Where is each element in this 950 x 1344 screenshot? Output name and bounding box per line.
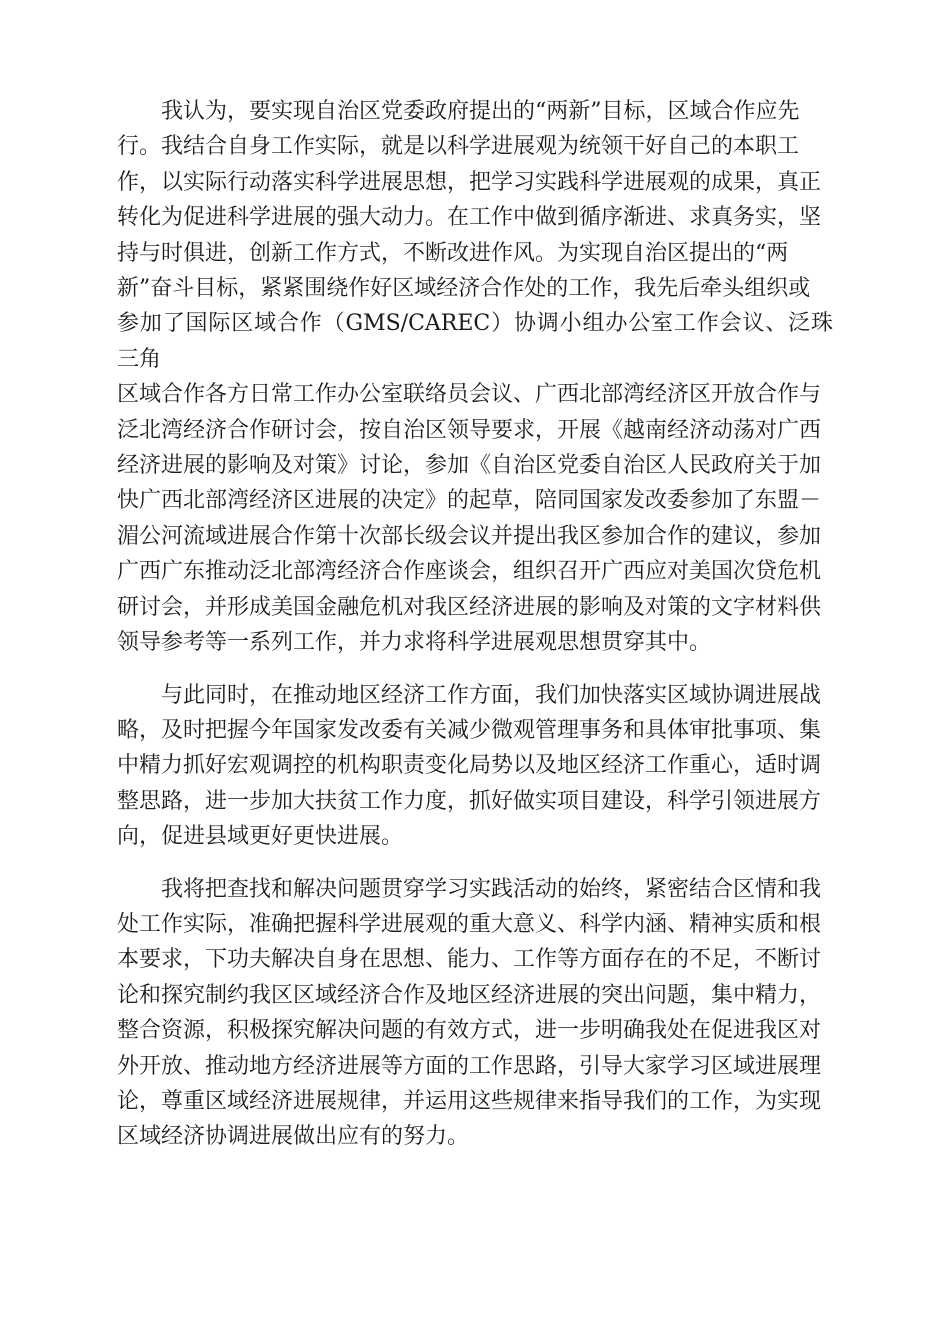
paragraph-problem-solving: 我将把查找和解决问题贯穿学习实践活动的始终，紧密结合区情和我 处工作实际，准确把握科学进展观的重大意义、科学内涵、精神实质和根 本要求，下功夫解决自身在思想、能力、工作等方面存在的不足，不断讨 论和探究制约我区区域经济合作及地区经济进展的突出问题，集中精力， 整合资源，积极探究解决问题的有效方式，进一步明确我处在促进我区对 外开放、推动地方经济进展等方面的工作思路，引导大家学习区域进展理 论，尊重区域经济进展规律，并运用这些规律来指导我们的工作，为实现 区域经济协调进展做出应有的努力。 [117, 876, 822, 1150]
document-page [117, 94, 833, 1155]
paragraph-regional-economy: 与此同时，在推动地区经济工作方面，我们加快落实区域协调进展战 略，及时把握今年国家发改委有关减少微观管理事务和具体审批事项、集 中精力抓好宏观调控的机构职责变化局势以及地区经济工作重心，适时调 整思路，进一步加大扶贫工作力度，抓好做实项目建设，科学引领进展方 向，促进县域更好更快进展。 [117, 682, 822, 850]
paragraph-regional-cooperation: 我认为，要实现自治区党委政府提出的“两新”目标，区域合作应先 行。我结合自身工作实际，就是以科学进展观为统领干好自己的本职工 作，以实际行动落实科学进展思想，把学习实践科学进展观的成果，真正 转化为促进科学进展的强大动力。在工作中做到循序渐进、求真务实，坚 持与时俱进，创新工作方式，不断改进作风。为实现自治区提出的“两 新”奋斗目标，紧紧围绕作好区域经济合作处的工作，我先后牵头组织或 参加了国际区域合作（GMS/CAREC）协调小组办公室工作会议、泛珠三角 区域合作各方日常工作办公室联络员会议、广西北部湾经济区开放合作与 泛北湾经济合作研讨会，按自治区领导要求，开展《越南经济动荡对广西 经济进展的影响及对策》讨论，参加《自治区党委自治区人民政府关于加 快广西北部湾经济区进展的决定》的起草，陪同国家发改委参加了东盟－ 湄公河流域进展合作第十次部长级会议并提出我区参加合作的建议，参加 广西广东推动泛北部湾经济合作座谈会，组织召开广西应对美国次贷危机 研讨会，并形成美国金融危机对我区经济进展的影响及对策的文字材料供 领导参考等一系列工作，并力求将科学进展观思想贯穿其中。 [117, 99, 833, 656]
